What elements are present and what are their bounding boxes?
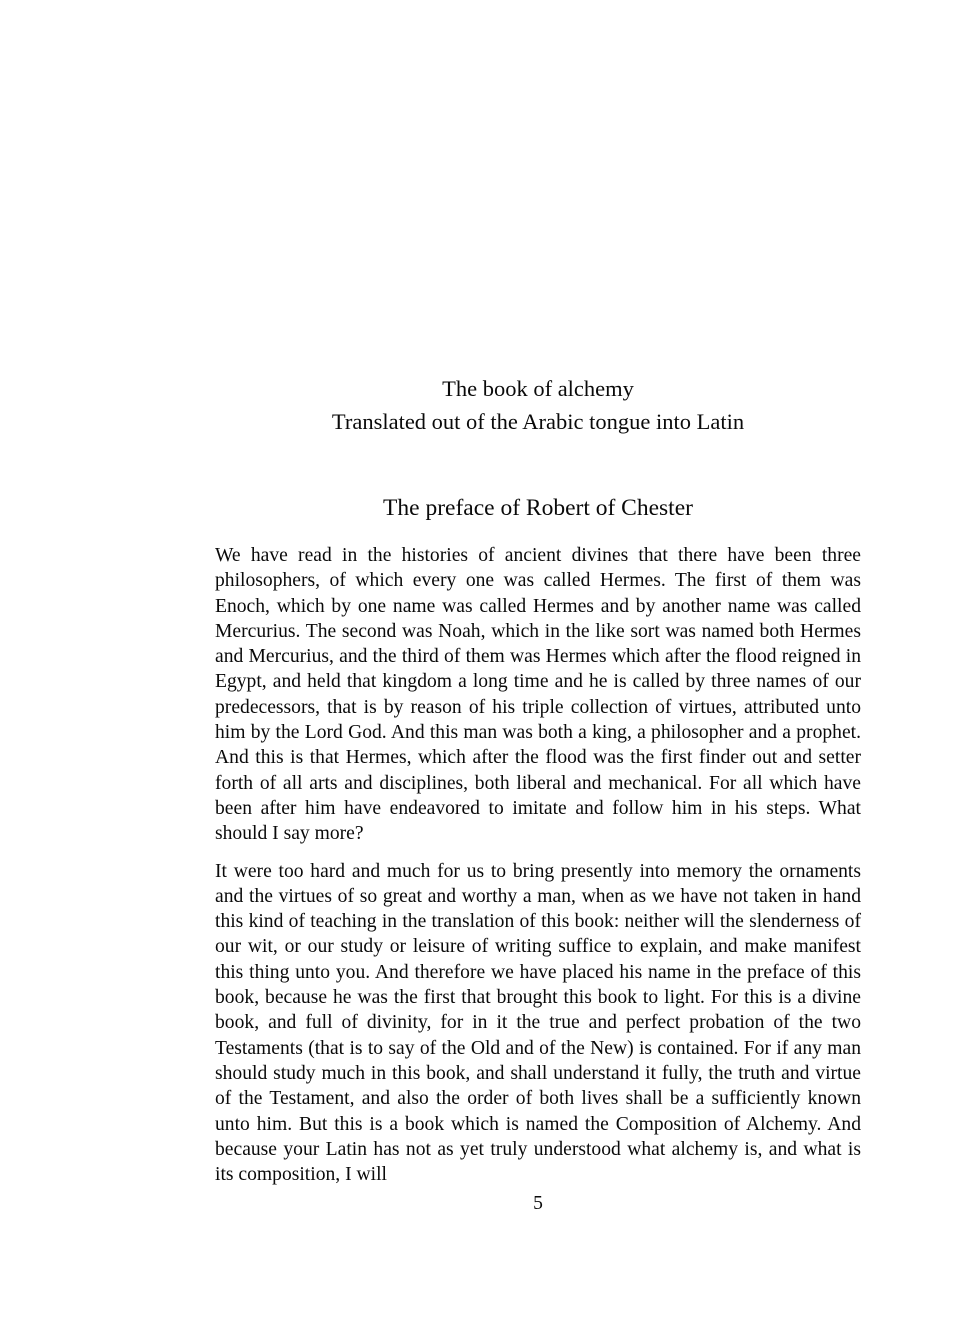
page-number: 5 [533,1193,543,1215]
title-line-1: The book of alchemy [442,376,634,401]
paragraph: We have read in the histories of ancient divines that there have been three philosophers, of which every one was called Hermes. The first of them was Enoch, which by one name was called Hermes and by another name was called Mercurius. The second was Noah, which in the like sort was named both Hermes and Mercurius, and the third of them was Hermes which after the flood reigned in Egypt, and held that kingdom a long time and he is called by three names of our predecessors, that is by reason of his triple collection of virtues, attributed unto him by the Lord God. And this man was both a king, a philosopher and a prophet. And this is that Hermes, which after the flood was the first finder out and setter forth of all arts and disciplines, both liberal and mechanical. For all which have been after him have endeavored to imitate and follow him in his steps. What should I say more? [215,545,861,845]
text-block [215,372,861,1216]
section-heading: The preface of Robert of Chester [383,495,693,521]
title-line-2: Translated out of the Arabic tongue into Latin [331,409,745,434]
document-title [215,372,861,438]
paragraph: It were too hard and much for us to bring presently into memory the ornaments and the virtues of so great and worthy a man, when as we have not taken in hand this kind of teaching in the translation of this book: neither will the slenderness of our wit, or our study or leisure of writing suffice to explain, and make manifest this thing unto you. And therefore we have placed his name in the preface of this book, because he was the first that brought this book to light. For this is a divine book, and full of divinity, for in it the true and perfect probation of the two Testaments (that is to say of the Old and of the New) is contained. For if any man should study much in this book, and shall understand it fully, the truth and virtue of the Testament, and also the order of both lives shall be a sufficiently known unto him. But this is a book which is named the Composition of Alchemy. And because your Latin has not as yet truly understood what alchemy is, and what is its composition, I will [215,860,861,1186]
